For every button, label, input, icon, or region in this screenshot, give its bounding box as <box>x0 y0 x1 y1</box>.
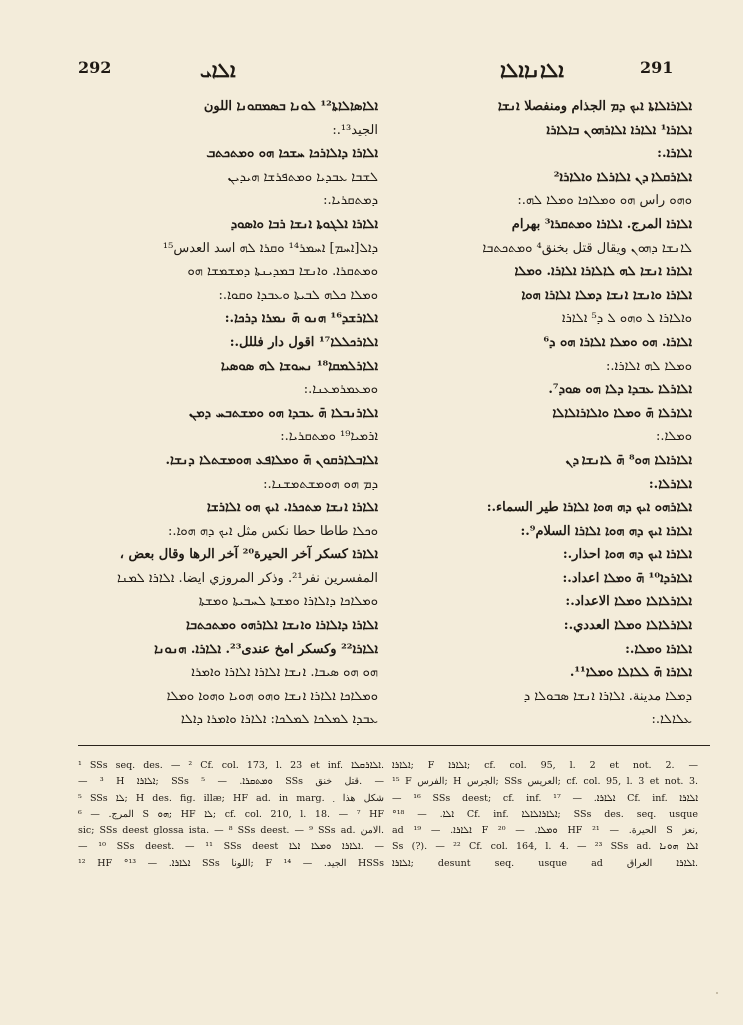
footnote-line: المرج. — ⁶ S ܗܘ; HF ܠܐ; cf. col. 210, l. 18. — ⁷ HF <box>78 808 384 820</box>
text-line: ܐܠܐܪܩܠܐ ܕܢ ܐܠܐܪܠܐ ܘܐܠܐܪܐ² <box>553 169 692 185</box>
text-line: ܐܠܐܪܐ ܘܡܠܐ.: <box>625 641 692 657</box>
text-line: ܐܠܐܪܠܡܩܐ¹⁸ ܢܚܘܫܐ ܠܗ ܣܘܣܝܐ <box>220 358 378 374</box>
footnote-line: °ܐܠܐ. — ¹⁸ Cf. inf. ܐܠܐܪܐܠܐܠܐ; SSs des. seq. usque <box>392 808 698 820</box>
text-line: ܐܠܐܪܗܘ ܐܝܟ ܕܗ ܗܘܐ ܐܠܐܪܐ طير السماء.: <box>486 500 692 516</box>
text-line: ܕܡܬܩܪܝܐ.: <box>323 193 378 209</box>
text-line: ܠܐܢܫܐ ܕܗܘܢ ويقال قتل بخنق⁴ ܘܡܬܟܬܒܐ <box>482 240 692 256</box>
footnote-line: ܐܠܐܪܐ; F ܐܠܐܪܐ; cf. col. 95, l. 2 et not. 2. — <box>392 760 698 771</box>
footnote-line: ¹ SSs seq. des. — ² Cf. col. 173, l. 23 et inf. ܐܠܐܪܩܠܐ. <box>78 760 384 771</box>
right-column <box>392 95 692 732</box>
footnotes-right <box>392 758 698 872</box>
left-column <box>78 95 378 732</box>
text-line: ܐܠܐܪܟܠܠܐ¹⁷ اقول دار فللل.: <box>229 334 378 350</box>
text-line: ܘܡܠܐ ܟܠܗ ܠܒܝܬܐ ܘܥܒܕܐ ܘܩܘܐ.: <box>218 287 378 303</box>
text-line: ܘܡܬܩܪܐ. ܘܐܢܫܐ ܒܡܕܝܢܬܐ ܕܡܫܡܫܐ ܗܘ <box>187 264 378 280</box>
text-line: ܘܟܠܐ طاطا حطا نكس مثل ܐܝܟ ܕܗ ܗܘܐ.: <box>167 523 378 539</box>
footnote-line: ¹⁵ F الفرس; H الجرس; SSs العريس; cf. col. 95, l. 3 et not. 3. <box>392 776 698 788</box>
text-line: ܕܡ ܗܘ ܗܘܡܫܬܡܫܢܐ.: <box>263 476 378 492</box>
text-line: ܐܠܐܪܠܐ ܥܒܕܐ ܕܠܐ ܗܘ ܣܘܕ⁷. <box>548 382 692 398</box>
text-line: ܐܠܐܪܠܐ ܗ̄ ܘܡܠܐ ܘܐܠܐܪܐܠܐܠܐ <box>552 405 692 421</box>
text-line: ܐܠܐܪܐ كسكر آخر الحيرة²⁰ آخر الرها وقال بعض ، <box>119 547 378 563</box>
text-line: ܐܠܐܪܐ. ܗܘ ܘܡܠܐ ܐܠܐܪܐ ܗܘ ܕ⁶ <box>543 334 692 350</box>
text-line: ܘܡܠܐ.: <box>655 429 692 445</box>
footnote-rule <box>78 745 710 746</box>
text-line: ܥܒܕܐ ܠܡܠܟܐ ܠܡܠܟܐ: ܐܠܐܪܐ ܘܐܡܪܐ ܕܐܠܐ <box>180 712 378 728</box>
text-line: ܘܡܥܡܪܡܥܢܐ.: <box>303 382 378 398</box>
running-head-left: ܐܠܐܝ <box>200 58 236 82</box>
text-line: ܐܠܐܪܐ²² وكسكر امخ عندى²³. ܐܠܐܪܐ. ܗܢܘܢܐ <box>154 641 378 657</box>
text-line: ܕܡܠܐ مدينة. ܐܠܐܪܐ ܐܢܫܐ ܣܒܘܠܐ ܕ <box>523 688 692 704</box>
text-line: الجيد¹³.: <box>332 122 378 138</box>
text-line: ܐܠܐܪܐ ܐܢܫܐ ܠܗ ܠܐܠܐܪܐ ܐܠܐܪܐ. ܘܡܠܐ <box>514 264 692 280</box>
footnote-line: ¹² HF °ܐܠܐܪܐ. — ¹³ SSs اللونا; F الجيد. — ¹⁴ HSSs <box>78 857 384 869</box>
text-line: ܐܠܐܪܠܐ.: <box>648 476 692 492</box>
footnotes-left <box>78 758 384 872</box>
text-line: ܐܠܐܪܐ¹ ܐܠܐܪܐ ܐܠܐܪܗܘܢ ܒܐܠܐܪܐ <box>546 122 692 138</box>
text-line: ܐܠܐܪܐ ܐܠܓܘܬܐ ܐܢܫܐ ܪܒܐ ܘܐܣܘܕ <box>230 216 378 232</box>
text-line: ܐܪܡܝܐ¹⁹ ܘܡܬܩܪܝܐ.: <box>280 429 378 445</box>
running-head-right: ܐܠܐܢܐܐܠܐ <box>500 58 564 82</box>
text-line: ܐܠܐܣܐܠܐܬܐ¹² ܠܘܢܐ ܒܣܡܩܘܢܐ اللون <box>203 99 378 114</box>
footnote-line: ⁵ SSs ܠܐ; H des. fig. illæ; HF ad. in marg. شكل هذا ܂ <box>78 792 384 804</box>
text-line: ܕܐܠ[ܐܚܡ] ܐܚܡܪ¹⁴ ܘܩܪܐ ܠܗ اسد العدس¹⁵ <box>162 240 378 256</box>
text-line: ܘܡܠܐܟܐ ܐܠܐܪܐ ܐܢܫܐ ܘܗܘ ܗܘܝܐ ܘܗܘܐ ܘܡܠܐ <box>166 688 378 704</box>
text-line: المفسرين نفر²¹. وذكر المروزي ايضا. ܐܠܐܪܐ ܠܡܢܐ <box>116 570 378 586</box>
text-line: ܥܠܐܠܐ.: <box>651 712 692 728</box>
text-line: ܐܠܐܪܐ ܕܐܠܐܪܟܐ ܚܫܟܐ ܗܘ ܘܡܬܟܬܒ <box>206 146 378 162</box>
text-line: ܐܠܐܪܢܒܠܐ ܗ̄ ܥܒܕܐ ܗܘ ܘܡܫܬܒܚ ܕܡܢ <box>189 405 378 421</box>
text-line: ܐܠܐܪܐ ܐܝܟ ܕܗ ܗܘܐ احذار.: <box>562 547 692 563</box>
footnote-line: ad ܐܠܐܪܐ. — ¹⁹ F ܘܡܠܐ. — ²⁰ HF الحيرة. — ²¹ S نعز, <box>392 825 698 837</box>
text-line: ܐܠܐܪܐܠܐܬܐ ܐܝܟ ܕܡ الجذام ومنفصلا ܐܢܫܐ <box>497 99 692 114</box>
text-line: ܐܠܐܒܠܐܪܩܘܢ ܗ̄ ܘܡܠܐܦܥ ܗܘܡܫܬܠܐ ܕܢܫܐ. <box>165 452 378 468</box>
text-line: ܘܡܠܐ ܠܗ ܐܠܐܪܐ.: <box>606 358 692 374</box>
footnote-line: Ss (?). — ²² Cf. col. 164, l. 4. — ²³ SSs ad. ܐܠܐ ܗܘܢܐ <box>392 841 698 853</box>
text-line: ܗܘ ܗܘ ܣܝܒܐ. ܐܢܫܐ ܐܠܐܪܐ ܐܠܐܪܐ ܘܐܡܪܐ <box>191 665 378 681</box>
page-number-right: 291 <box>640 58 674 77</box>
footnote-line: — ¹⁰ SSs deest. — ¹¹ SSs deest ܐܠܐܪܐ ܘܡܠܐ ܐܠܐ. — <box>78 841 384 853</box>
paper-speck <box>716 992 718 994</box>
text-line: ܐܠܐܪܐ ܗ̄ ܠܠܐܠܐ ܘܡܠܐ¹¹. <box>569 665 692 681</box>
footnote-line: — ³ H ܐܠܐܪܐ; SSs ܘܡܬܩܪܐ. — ⁵ SSs قتل خنق. — <box>78 776 384 788</box>
text-line: ܐܠܐܪܠܐܠܐ ܘܡܠܐ الاعداد.: <box>565 594 692 610</box>
text-line: ܐܠܐܪܐ ܐܝܟ ܕܗ ܗܘܐ ܐܠܐܪܐ السلام⁹.: <box>520 523 692 539</box>
text-line: ܐܠܐܪܐ المرج. ܐܠܐܪܐ ܘܡܬܩܪܐ³ بهرام <box>511 216 692 232</box>
text-line: ܘܗܘ راس ܗܘ ܘܡܠܐܟܐ ܘܡܠܐ ܠܗ.: <box>517 193 692 209</box>
text-line: ܐܠܐܪܫܕ¹⁶ ܗܢܘ ܗ̄ ܢܡܪܐ ܕܪܟܐ.: <box>224 311 378 327</box>
page-number-left: 292 <box>78 58 112 77</box>
text-line: ܠܫܒܐ ܥܒܕܝܐ ܘܡܬܦܪܫܐ ܗܝܕܝܢ <box>227 169 378 185</box>
text-line: ܘܐܠܐܪܐ ܠ ܘܗܘ ܠ ܕ⁵ ܐܠܐܪܐ <box>561 311 692 327</box>
text-line: ܘܡܠܐܟܐ ܕܐܠܐܪܐ ܘܡܫܬܐ ܠܚܒܝܬܐ ܘܡܫܬܐ <box>198 594 378 610</box>
footnote-line: ܐܠܐܪܐ; desunt seq. usque ad ܐܠܐܪܐ العراق. <box>392 857 698 869</box>
text-line: ܐܠܐܪܐ ܘܐܢܫܐ ܐܢܫܐ ܕܡܠܐ ܐܠܐܪܐ ܗܘܐ <box>521 287 692 303</box>
text-line: ܐܠܐܪܐ.: <box>657 146 692 162</box>
text-line: ܐܠܐܪܐ ܕܐܠܐܪܐ ܘܐܢܫܐ ܐܠܐܪܗܘ ܘܡܬܟܬܒܐ <box>186 618 378 634</box>
text-line: ܐܠܐܪܕܐ¹⁰ ܗ̄ ܘܡܠܐ اعداد.: <box>562 570 692 586</box>
text-line: ܐܠܐܪܠܐܠܐ ܘܡܠܐ العددي.: <box>563 618 692 634</box>
text-line: ܐܠܐܪܐ ܐܢܫܐ ܡܬܟܪܐ. ܐܝܟ ܗܘ ܐܠܐܪܫܐ <box>206 500 378 516</box>
footnote-line: — ¹⁶ SSs deest; cf. inf. ܐܠܐܪܐ. — ¹⁷ Cf. inf. ܐܠܐܪܐ <box>392 792 698 804</box>
footnote-line: sic; SSs deest glossa ista. — ⁸ SSs deest. — ⁹ SSs ad. الامن. <box>78 825 384 837</box>
text-line: ܐܠܐܪܐܠܐ ܗܘ⁸ ܗ̄ ܠܐܢܫܐ ܕܢ <box>565 452 692 468</box>
